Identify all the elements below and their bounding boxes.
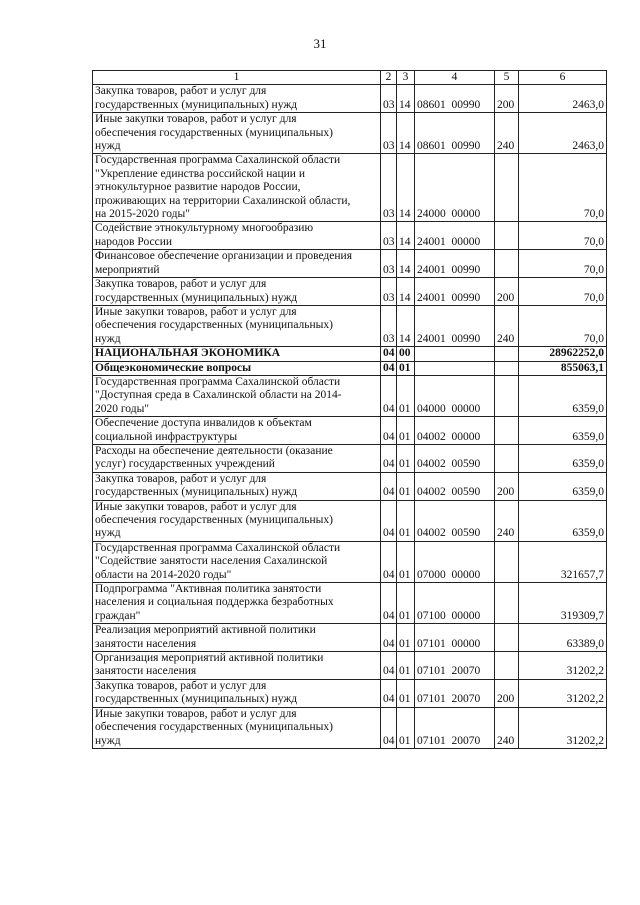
row-target-article: 24000 00000 [415,154,495,222]
row-section: 03 [381,154,397,222]
row-subsection: 14 [397,85,415,113]
row-expense-type [495,652,519,680]
header-col-4: 4 [415,71,495,85]
row-expense-type [495,444,519,472]
table-row [93,375,607,416]
budget-table [92,70,607,749]
row-expense-type: 200 [495,85,519,113]
header-col-5: 5 [495,71,519,85]
row-target-article: 07101 20070 [415,707,495,748]
table-row [93,652,607,680]
row-name: Закупка товаров, работ и услуг для государственных (муниципальных) нужд [93,679,381,707]
row-name: Содействие этнокультурному многообразию народов России [93,222,381,250]
row-name: Иные закупки товаров, работ и услуг для обеспечения государственных (муниципальных) нужд [93,500,381,541]
row-section: 04 [381,375,397,416]
row-subsection: 01 [397,417,415,445]
row-target-article: 07101 20070 [415,652,495,680]
row-amount: 6359,0 [519,375,607,416]
row-expense-type [495,417,519,445]
row-subsection: 01 [397,583,415,624]
row-target-article: 04002 00590 [415,472,495,500]
row-expense-type [495,375,519,416]
row-expense-type [495,347,519,361]
row-section: 04 [381,417,397,445]
row-section: 04 [381,347,397,361]
row-subsection: 01 [397,500,415,541]
row-subsection: 14 [397,113,415,154]
row-section: 03 [381,222,397,250]
row-expense-type [495,583,519,624]
header-col-6: 6 [519,71,607,85]
row-section: 03 [381,250,397,278]
row-expense-type [495,250,519,278]
row-subsection: 01 [397,707,415,748]
row-expense-type: 200 [495,278,519,306]
row-section: 03 [381,278,397,306]
table-body [93,85,607,749]
table-row [93,500,607,541]
row-expense-type: 200 [495,679,519,707]
table-row [93,624,607,652]
row-name: Государственная программа Сахалинской области "Укрепление единства российской нации и этнокультурное развитие народов России, проживающих на территории Сахалинской области, на 2015-2020 годы" [93,154,381,222]
row-subsection: 01 [397,375,415,416]
row-subsection: 14 [397,250,415,278]
header-col-1: 1 [93,71,381,85]
row-subsection: 14 [397,154,415,222]
row-target-article: 08601 00990 [415,113,495,154]
row-section: 03 [381,113,397,154]
row-target-article: 07101 20070 [415,679,495,707]
row-name: Иные закупки товаров, работ и услуг для обеспечения государственных (муниципальных) нужд [93,305,381,346]
row-name: Государственная программа Сахалинской области "Доступная среда в Сахалинской области на 2014- 2020 годы" [93,375,381,416]
row-expense-type [495,222,519,250]
row-section: 04 [381,472,397,500]
row-target-article: 04002 00590 [415,444,495,472]
header-col-3: 3 [397,71,415,85]
row-name: Расходы на обеспечение деятельности (оказание услуг) государственных учреждений [93,444,381,472]
row-subsection: 01 [397,652,415,680]
row-subsection: 01 [397,472,415,500]
row-amount: 70,0 [519,250,607,278]
row-subsection: 01 [397,679,415,707]
table-row [93,417,607,445]
row-section: 04 [381,361,397,375]
table-row [93,85,607,113]
row-expense-type [495,154,519,222]
row-amount: 31202,2 [519,679,607,707]
table-row [93,707,607,748]
row-expense-type [495,541,519,582]
row-expense-type: 240 [495,707,519,748]
row-expense-type: 200 [495,472,519,500]
row-subsection: 14 [397,278,415,306]
row-name: НАЦИОНАЛЬНАЯ ЭКОНОМИКА [93,347,381,361]
row-expense-type: 240 [495,113,519,154]
row-name: Закупка товаров, работ и услуг для государственных (муниципальных) нужд [93,472,381,500]
row-amount: 70,0 [519,222,607,250]
row-name: Реализация мероприятий активной политики занятости населения [93,624,381,652]
row-name: Общеэкономические вопросы [93,361,381,375]
row-target-article [415,361,495,375]
row-target-article: 24001 00990 [415,278,495,306]
row-amount: 6359,0 [519,417,607,445]
row-name: Организация мероприятий активной политики занятости населения [93,652,381,680]
page-number: 31 [313,36,327,51]
row-section: 04 [381,707,397,748]
row-target-article [415,347,495,361]
row-subsection: 01 [397,444,415,472]
table-row [93,113,607,154]
table-row [93,278,607,306]
row-target-article: 04002 00590 [415,500,495,541]
row-amount: 70,0 [519,278,607,306]
row-amount: 2463,0 [519,113,607,154]
row-expense-type [495,624,519,652]
row-target-article: 08601 00990 [415,85,495,113]
row-target-article: 04000 00000 [415,375,495,416]
table-row [93,250,607,278]
row-target-article: 07101 00000 [415,624,495,652]
row-section: 04 [381,444,397,472]
row-expense-type: 240 [495,305,519,346]
row-target-article: 04002 00000 [415,417,495,445]
row-section: 03 [381,85,397,113]
table-row [93,583,607,624]
row-target-article: 24001 00000 [415,222,495,250]
row-subsection: 01 [397,361,415,375]
table-row [93,472,607,500]
row-section: 04 [381,652,397,680]
row-subsection: 01 [397,624,415,652]
row-name: Закупка товаров, работ и услуг для государственных (муниципальных) нужд [93,85,381,113]
row-section: 04 [381,679,397,707]
row-name: Государственная программа Сахалинской области "Содействие занятости населения Сахалинской области на 2014-2020 годы" [93,541,381,582]
table-row [93,361,607,375]
row-amount: 6359,0 [519,500,607,541]
row-amount: 28962252,0 [519,347,607,361]
row-name: Подпрограмма "Активная политика занятости населения и социальная поддержка безработных граждан" [93,583,381,624]
row-amount: 319309,7 [519,583,607,624]
row-amount: 70,0 [519,305,607,346]
row-subsection: 14 [397,222,415,250]
row-name: Закупка товаров, работ и услуг для государственных (муниципальных) нужд [93,278,381,306]
table-row [93,444,607,472]
row-section: 04 [381,624,397,652]
row-expense-type: 240 [495,500,519,541]
header-row [93,71,607,85]
table-header [93,71,607,85]
row-name: Иные закупки товаров, работ и услуг для обеспечения государственных (муниципальных) нужд [93,113,381,154]
row-amount: 321657,7 [519,541,607,582]
row-subsection: 00 [397,347,415,361]
row-amount: 31202,2 [519,652,607,680]
row-name: Иные закупки товаров, работ и услуг для обеспечения государственных (муниципальных) нужд [93,707,381,748]
table-row [93,679,607,707]
row-section: 04 [381,500,397,541]
table-row [93,222,607,250]
row-section: 04 [381,541,397,582]
row-name: Финансовое обеспечение организации и проведения мероприятий [93,250,381,278]
table-row [93,154,607,222]
row-amount: 31202,2 [519,707,607,748]
table-row [93,541,607,582]
table-row [93,347,607,361]
row-amount: 70,0 [519,154,607,222]
row-amount: 855063,1 [519,361,607,375]
row-name: Обеспечение доступа инвалидов к объектам социальной инфраструктуры [93,417,381,445]
row-amount: 6359,0 [519,472,607,500]
row-section: 03 [381,305,397,346]
row-target-article: 07000 00000 [415,541,495,582]
row-subsection: 14 [397,305,415,346]
row-target-article: 24001 00990 [415,305,495,346]
row-amount: 2463,0 [519,85,607,113]
row-amount: 63389,0 [519,624,607,652]
row-amount: 6359,0 [519,444,607,472]
table-row [93,305,607,346]
header-col-2: 2 [381,71,397,85]
row-target-article: 07100 00000 [415,583,495,624]
row-subsection: 01 [397,541,415,582]
row-section: 04 [381,583,397,624]
row-expense-type [495,361,519,375]
row-target-article: 24001 00990 [415,250,495,278]
